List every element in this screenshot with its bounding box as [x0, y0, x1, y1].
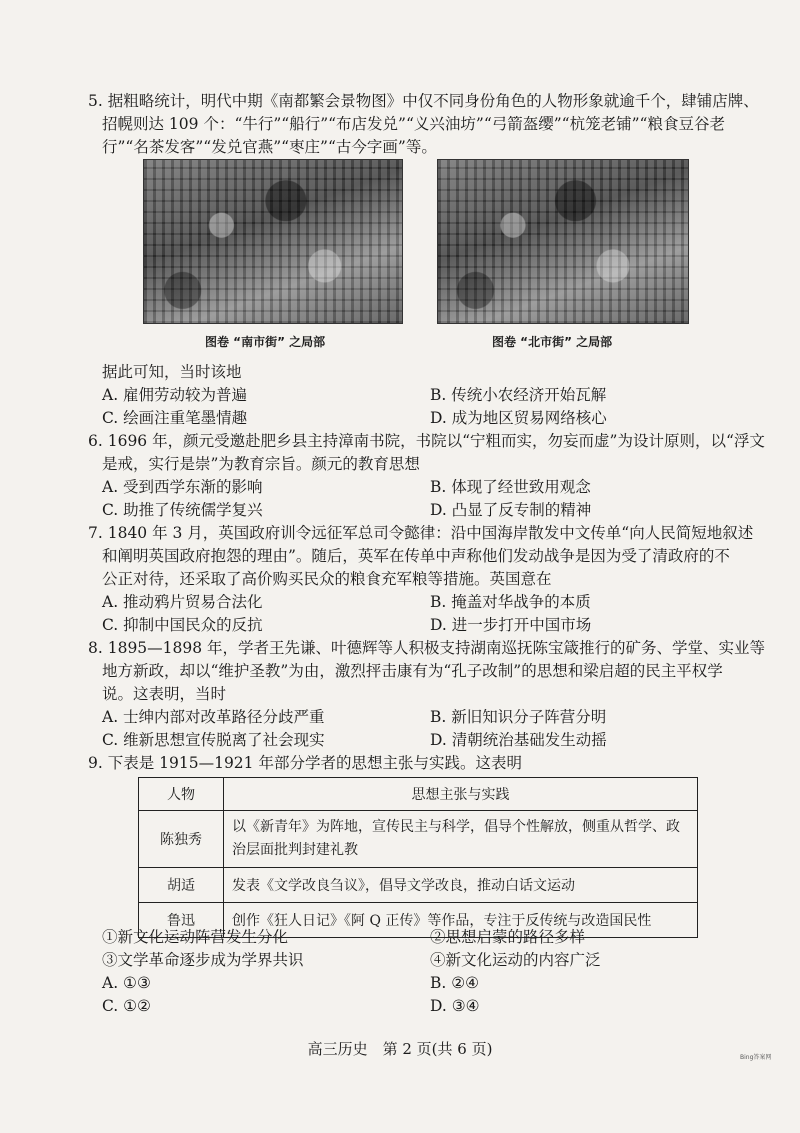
q9-statement-1: ①新文化运动阵营发生分化	[102, 928, 289, 946]
q8-stem-line2: 地方新政，却以“维护圣教”为由，激烈抨击康有为“孔子改制”的思想和梁启超的民主平权学	[102, 662, 723, 680]
q5-option-c: C. 绘画注重笔墨情趣	[102, 409, 248, 427]
q9-option-a: A. ①③	[102, 974, 151, 992]
watermark: Bing答案网	[740, 1054, 772, 1061]
table-cell-text: 创作《狂人日记》《阿 Q 正传》等作品，专注于反传统与改造国民性	[224, 903, 698, 938]
q7-option-c: C. 抑制中国民众的反抗	[102, 616, 263, 634]
q5-stem-line3: 行”“名茶发客”“发兑官燕”“枣庄”“古今字画”等。	[102, 138, 437, 156]
q6-option-a: A. 受到西学东渐的影响	[102, 478, 263, 496]
south-market-street-painting	[143, 159, 403, 324]
q7-option-a: A. 推动鸦片贸易合法化	[102, 593, 263, 611]
table-cell-name: 胡适	[139, 868, 224, 903]
q9-option-c: C. ①②	[102, 997, 151, 1015]
table-cell-name: 陈独秀	[139, 811, 224, 868]
caption-left: 图卷 “南市街” 之局部	[205, 335, 326, 349]
q9-table	[138, 777, 698, 938]
table-cell-text: 以《新青年》为阵地，宣传民主与科学，倡导个性解放，侧重从哲学、政治层面批判封建礼教	[224, 811, 698, 868]
q5-stem-line1: 5. 据粗略统计，明代中期《南都繁会景物图》中仅不同身份角色的人物形象就逾千个，肆铺店牌、	[88, 92, 759, 110]
q8-stem-line3: 说。这表明，当时	[102, 685, 227, 703]
q6-option-c: C. 助推了传统儒学复兴	[102, 501, 263, 519]
table-header-row	[139, 778, 698, 811]
q5-stem-line2: 招幌则达 109 个：“牛行”“船行”“布店发兑”“义兴油坊”“弓箭盔缨”“杭笼老铺”“粮食豆谷老	[102, 115, 725, 133]
q6-option-b: B. 体现了经世致用观念	[430, 478, 591, 496]
q7-option-b: B. 掩盖对华战争的本质	[430, 593, 591, 611]
table-cell-text: 发表《文学改良刍议》，倡导文学改良，推动白话文运动	[224, 868, 698, 903]
caption-right: 图卷 “北市街” 之局部	[492, 335, 613, 349]
q9-statement-4: ④新文化运动的内容广泛	[430, 951, 601, 969]
q8-stem-line1: 8. 1895—1898 年，学者王先谦、叶德辉等人积极支持湖南巡抚陈宝箴推行的矿务、学堂、实业等	[88, 639, 766, 657]
q9-statement-2: ②思想启蒙的路径多样	[430, 928, 586, 946]
q6-stem-line1: 6. 1696 年，颜元受邀赴肥乡县主持漳南书院，书院以“宁粗而实，勿妄而虚”为设计原则，以“浮文	[88, 432, 765, 450]
q5-prompt: 据此可知，当时该地	[102, 363, 242, 381]
table-row	[139, 868, 698, 903]
q7-stem-line1: 7. 1840 年 3 月，英国政府训令远征军总司令懿律：沿中国海岸散发中文传单“向人民简短地叙述	[88, 524, 754, 542]
q9-option-d: D. ③④	[430, 997, 480, 1015]
q6-option-d: D. 凸显了反专制的精神	[430, 501, 592, 519]
table-row	[139, 811, 698, 868]
q8-option-d: D. 清朝统治基础发生动摇	[430, 731, 607, 749]
q9-option-b: B. ②④	[430, 974, 480, 992]
q7-stem-line3: 公正对待，还采取了高价购买民众的粮食充军粮等措施。英国意在	[102, 570, 552, 588]
q9-statement-3: ③文学革命逐步成为学界共识	[102, 951, 304, 969]
north-market-street-painting	[437, 159, 689, 324]
table-cell-name: 鲁迅	[139, 903, 224, 938]
q5-option-a: A. 雇佣劳动较为普遍	[102, 386, 248, 404]
q7-stem-line2: 和阐明英国政府抱怨的理由”。随后，英军在传单中声称他们发动战争是因为受了清政府的不	[102, 547, 730, 565]
q5-option-b: B. 传统小农经济开始瓦解	[430, 386, 607, 404]
q8-option-b: B. 新旧知识分子阵营分明	[430, 708, 607, 726]
q6-stem-line2: 是戒，实行是崇”为教育宗旨。颜元的教育思想	[102, 455, 420, 473]
q7-option-d: D. 进一步打开中国市场	[430, 616, 592, 634]
table-header-ideas: 思想主张与实践	[224, 778, 698, 811]
q5-option-d: D. 成为地区贸易网络核心	[430, 409, 607, 427]
table-header-person: 人物	[139, 778, 224, 811]
q8-option-c: C. 维新思想宣传脱离了社会现实	[102, 731, 325, 749]
page-footer: 高三历史 第 2 页(共 6 页)	[307, 1040, 493, 1058]
q8-option-a: A. 士绅内部对改革路径分歧严重	[102, 708, 325, 726]
q9-stem: 9. 下表是 1915—1921 年部分学者的思想主张与实践。这表明	[88, 754, 522, 772]
